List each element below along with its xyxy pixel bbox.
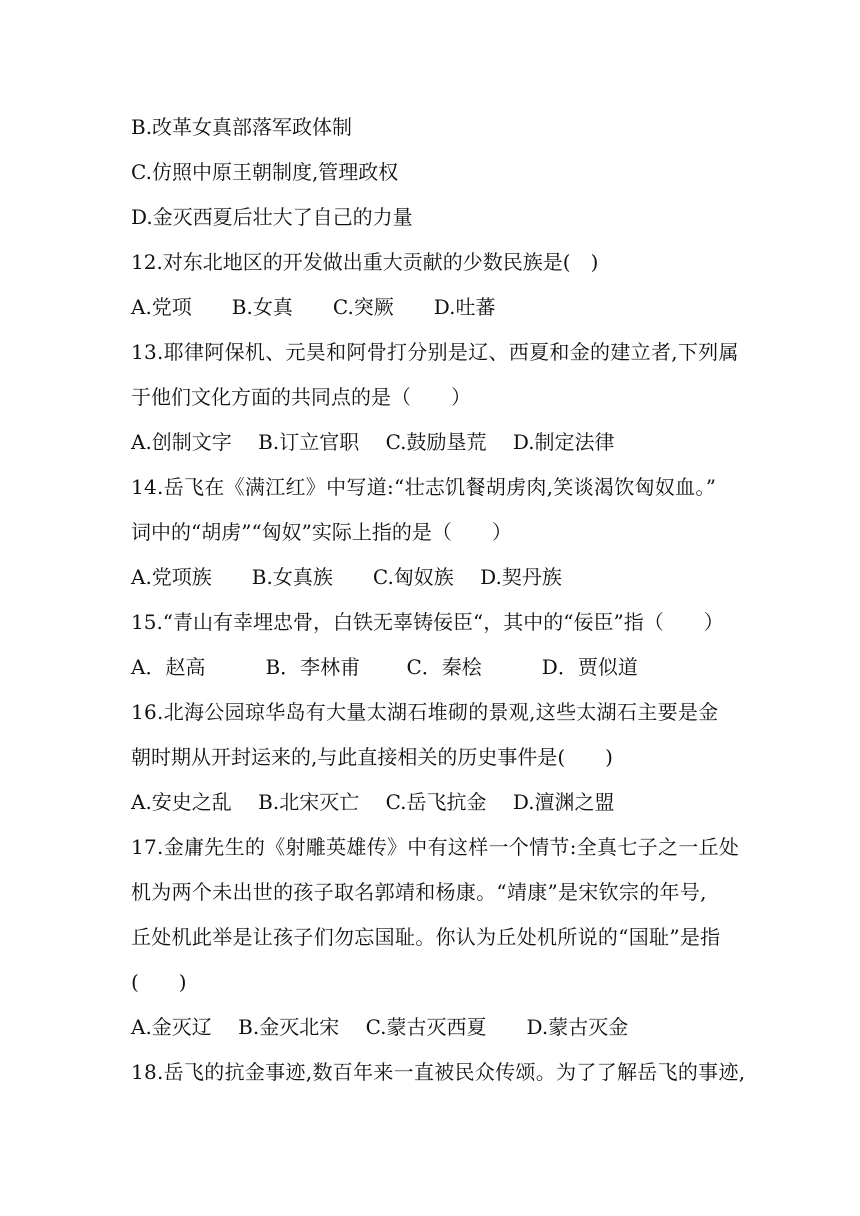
option-line: B.改革女真部落军政体制 — [131, 115, 353, 139]
option-line: C.仿照中原王朝制度,管理政权 — [131, 160, 399, 184]
question-13: 13.耶律阿保机、元昊和阿骨打分别是辽、西夏和金的建立者,下列属 — [131, 340, 739, 364]
options-12: A.党项 B.女真 C.突厥 D.吐蕃 — [131, 295, 496, 319]
question-13-cont: 于他们文化方面的共同点的是（ ） — [131, 385, 471, 409]
question-15: 15.“青山有幸埋忠骨，白铁无辜铸佞臣“，其中的“佞臣”指（ ） — [131, 610, 724, 634]
question-14: 14.岳飞在《满江红》中写道:“壮志饥餐胡虏肉,笑谈渴饮匈奴血。” — [131, 475, 717, 499]
options-17: A.金灭辽 B.金灭北宋 C.蒙古灭西夏 D.蒙古灭金 — [131, 1015, 629, 1039]
question-16: 16.北海公园琼华岛有大量太湖石堆砌的景观,这些太湖石主要是金 — [131, 700, 719, 724]
question-12: 12.对东北地区的开发做出重大贡献的少数民族是( ) — [131, 250, 599, 274]
question-17-blank: ( ) — [131, 970, 187, 994]
question-17-cont: 丘处机此举是让孩子们勿忘国耻。你认为丘处机所说的“国耻”是指 — [131, 925, 721, 949]
option-line: D.金灭西夏后壮大了自己的力量 — [131, 205, 413, 229]
question-17-cont: 机为两个未出世的孩子取名郭靖和杨康。“靖康”是宋钦宗的年号, — [131, 880, 707, 904]
options-15: A．赵高 B．李林甫 C．秦桧 D．贾似道 — [131, 655, 638, 679]
question-14-cont: 词中的“胡虏”“匈奴”实际上指的是（ ） — [131, 520, 512, 544]
options-16: A.安史之乱 B.北宋灭亡 C.岳飞抗金 D.澶渊之盟 — [131, 790, 615, 814]
question-18: 18.岳飞的抗金事迹,数百年来一直被民众传颂。为了了解岳飞的事迹, — [131, 1060, 746, 1084]
options-14: A.党项族 B.女真族 C.匈奴族 D.契丹族 — [131, 565, 562, 589]
question-17: 17.金庸先生的《射雕英雄传》中有这样一个情节:全真七子之一丘处 — [131, 835, 740, 859]
options-13: A.创制文字 B.订立官职 C.鼓励垦荒 D.制定法律 — [131, 430, 615, 454]
question-16-cont: 朝时期从开封运来的,与此直接相关的历史事件是( ) — [131, 745, 613, 769]
